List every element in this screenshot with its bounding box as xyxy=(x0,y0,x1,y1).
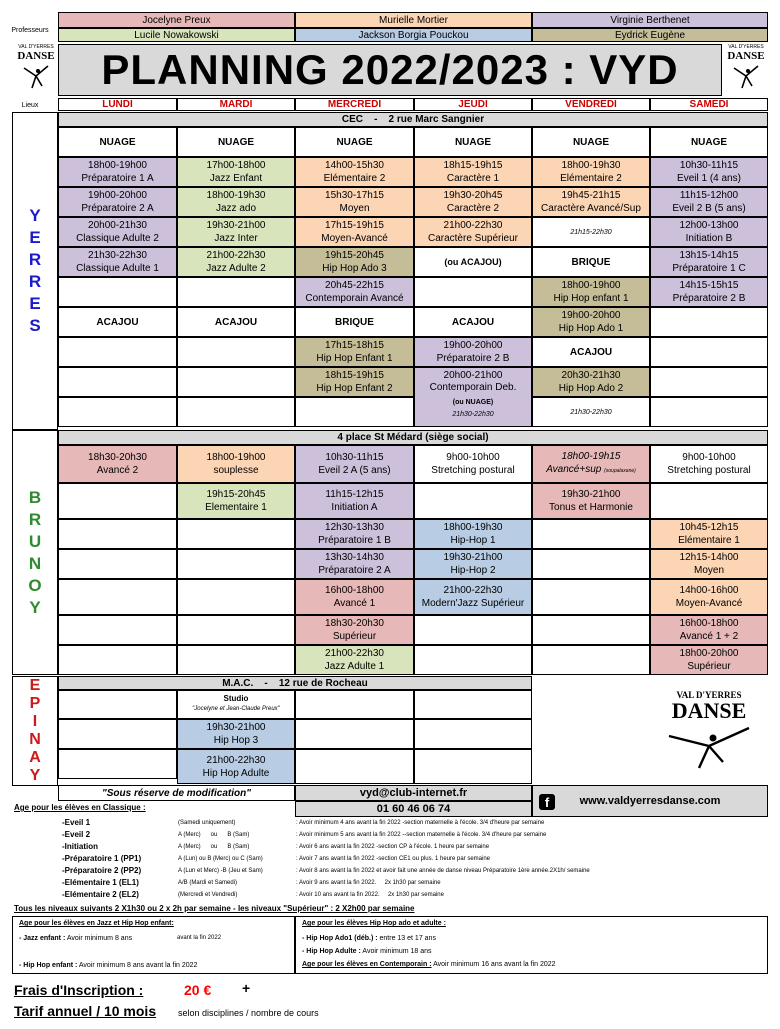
class-cell: 11h15-12h15 Initiation A xyxy=(295,483,414,519)
teacher-virginie: Virginie Berthenet xyxy=(532,12,768,28)
level-info: : Avoir minimum 5 ans avant la fin 2022 --section maternelle à l'école. 3/4 d'heure par semaine xyxy=(296,832,547,838)
class-cell: 19h15-20h45 Hip Hop Ado 3 xyxy=(295,247,414,277)
empty-cell xyxy=(58,549,177,579)
studio-nuage: NUAGE xyxy=(650,127,768,157)
class-cell: 19h30-21h00 Jazz Inter xyxy=(177,217,295,247)
class-cell: 10h30-11h15 Eveil 1 (4 ans) xyxy=(650,157,768,187)
level-info: : Avoir 10 ans avant la fin 2022. 2x 1h30 par semaine xyxy=(296,892,444,898)
empty-cell xyxy=(532,549,650,579)
class-cell: 19h30-20h45 Caractère 2 xyxy=(414,187,532,217)
empty-cell xyxy=(414,277,532,307)
level-days: A (Lun) ou B (Merc) ou C (Sam) xyxy=(178,856,263,862)
studio-nuage: NUAGE xyxy=(532,127,650,157)
class-cell: 19h00-20h00 Préparatoire 2 A xyxy=(58,187,177,217)
level-info: : Avoir 6 ans avant la fin 2022 -section CP à l'école. 1 heure par semaine xyxy=(296,844,490,850)
studio-acajou: ACAJOU xyxy=(532,337,650,367)
day-lundi: LUNDI xyxy=(58,98,177,111)
empty-cell xyxy=(414,645,532,675)
big-logo: VAL D'YERRES DANSE xyxy=(650,690,768,780)
level-days: (Samedi uniquement) xyxy=(178,820,236,826)
empty-cell xyxy=(650,397,768,427)
dancer-icon xyxy=(724,62,768,90)
teacher-lucile: Lucile Nowakowski xyxy=(58,28,295,42)
class-cell: 20h30-21h30 Hip Hop Ado 2 xyxy=(532,367,650,397)
dancer-icon xyxy=(14,62,58,90)
empty-cell xyxy=(650,337,768,367)
level-days: A (Merc) ou B (Sam) xyxy=(178,832,250,838)
dancer-icon xyxy=(659,722,759,772)
level-label: -Eveil 1 xyxy=(62,818,91,827)
classique-title: Age pour les élèves en Classique : xyxy=(14,803,146,812)
studio-nuage: NUAGE xyxy=(177,127,295,157)
empty-cell xyxy=(532,579,650,615)
day-vendredi: VENDREDI xyxy=(532,98,650,111)
class-cell: 18h00-19h30 Hip-Hop 1 xyxy=(414,519,532,549)
empty-cell xyxy=(177,519,295,549)
logo-left: VAL D'YERRES DANSE xyxy=(14,44,58,90)
class-cell: 18h00-19h30 Jazz ado xyxy=(177,187,295,217)
class-cell: 17h00-18h00 Jazz Enfant xyxy=(177,157,295,187)
class-cell: 19h45-21h15 Caractère Avancé/Sup xyxy=(532,187,650,217)
empty-cell xyxy=(532,615,650,645)
class-cell: 18h00-19h15 Avancé+sup (soupalaxane) xyxy=(532,445,650,483)
tous-niveaux: Tous les niveaux suivants 2 X1h30 ou 2 x 2h par semaine - les niveaux "Supérieur" : 2 X2h00 par semaine xyxy=(14,904,415,913)
class-cell: 21h00-22h30 Jazz Adulte 1 xyxy=(295,645,414,675)
empty-cell xyxy=(58,483,177,519)
empty-cell xyxy=(532,645,650,675)
empty-cell xyxy=(650,307,768,337)
studio-acajou: ACAJOU xyxy=(58,307,177,337)
empty-cell xyxy=(58,749,177,779)
studio-acajou: ACAJOU xyxy=(177,307,295,337)
website-link[interactable]: f www.valdyerresdanse.com xyxy=(532,785,768,817)
empty-cell xyxy=(177,367,295,397)
class-cell: 13h30-14h30 Préparatoire 2 A xyxy=(295,549,414,579)
class-cell: 21h30-22h30 Classique Adulte 1 xyxy=(58,247,177,277)
level-label: -Elémentaire 1 (EL1) xyxy=(62,878,139,887)
empty-cell xyxy=(58,277,177,307)
class-cell: 12h15-14h00 Moyen xyxy=(650,549,768,579)
level-days: A (Lun et Merc) -B (Jeu et Sam) xyxy=(178,868,263,874)
class-cell: 12h00-13h00 Initiation B xyxy=(650,217,768,247)
studio-nuage: NUAGE xyxy=(58,127,177,157)
inscription-value: 20 € xyxy=(184,982,212,998)
empty-cell xyxy=(58,519,177,549)
class-cell: 13h15-14h15 Préparatoire 1 C xyxy=(650,247,768,277)
studio-nuage: NUAGE xyxy=(414,127,532,157)
empty-cell xyxy=(295,749,414,784)
jazz-box: Age pour les élèves en Jazz et Hip Hop enfant: - Jazz enfant : Avoir minimum 8 ans avant la fin 2022 - Hip Hop enfant : Avoir minimum 8 ans avant la fin 2022 xyxy=(12,916,295,974)
class-cell: 20h00-21h00 Contemporain Deb. (ou NUAGE) 21h30-22h30 xyxy=(414,367,532,427)
class-cell: 21h30-22h30 xyxy=(532,397,650,427)
empty-cell xyxy=(414,719,532,749)
lieux-label: Lieux xyxy=(21,101,39,109)
logo-right: VAL D'YERRES DANSE xyxy=(724,44,768,90)
class-cell: 18h00-19h00 Préparatoire 1 A xyxy=(58,157,177,187)
empty-cell xyxy=(414,483,532,519)
yerres-label: Y E R R E S xyxy=(12,112,58,430)
class-cell: 19h30-21h00 Hip-Hop 2 xyxy=(414,549,532,579)
class-cell: 15h30-17h15 Moyen xyxy=(295,187,414,217)
level-label: -Elémentaire 2 (EL2) xyxy=(62,890,139,899)
empty-cell xyxy=(58,719,177,749)
class-cell: 11h15-12h00 Eveil 2 B (5 ans) xyxy=(650,187,768,217)
class-cell: 21h15-22h30 xyxy=(532,217,650,247)
class-cell: 18h00-19h00 souplesse xyxy=(177,445,295,483)
level-label: -Initiation xyxy=(62,842,98,851)
empty-cell xyxy=(414,749,532,784)
empty-cell xyxy=(58,579,177,615)
yerres-address: CEC - 2 rue Marc Sangnier xyxy=(58,112,768,127)
class-cell: 16h00-18h00 Avancé 1 xyxy=(295,579,414,615)
class-cell: 14h15-15h15 Préparatoire 2 B xyxy=(650,277,768,307)
empty-cell xyxy=(532,519,650,549)
level-label: -Préparatoire 2 (PP2) xyxy=(62,866,142,875)
class-cell: 10h30-11h15 Eveil 2 A (5 ans) xyxy=(295,445,414,483)
level-label: -Eveil 2 xyxy=(62,830,91,839)
day-mardi: MARDI xyxy=(177,98,295,111)
empty-cell xyxy=(58,367,177,397)
brunoy-address: 4 place St Médard (siège social) xyxy=(58,430,768,445)
empty-cell xyxy=(177,615,295,645)
class-cell: 17h15-18h15 Hip Hop Enfant 1 xyxy=(295,337,414,367)
level-info: : Avoir minimum 4 ans avant la fin 2022 -section maternelle à l'école. 3/4 d'heure par semaine xyxy=(296,820,545,826)
class-cell: 19h30-21h00 Tonus et Harmonie xyxy=(532,483,650,519)
tarif-label: Tarif annuel / 10 mois xyxy=(14,1003,157,1019)
level-info: : Avoir 7 ans avant la fin 2022 -section CE1 ou plus. 1 heure par semaine xyxy=(296,856,491,862)
class-cell: 18h15-19h15 Caractère 1 xyxy=(414,157,532,187)
teacher-eydrick: Eydrick Eugène xyxy=(532,28,768,42)
empty-cell xyxy=(58,690,177,719)
hiphop-box: Age pour les élèves Hip Hop ado et adulte : - Hip Hop Ado1 (déb.) : entre 13 et 17 ans - Hip Hop Adulte : Avoir minimum 18 ans Age pour les élèves en Contemporain : Avoir minimum 16 ans avant la fin 2022 xyxy=(295,916,768,974)
empty-cell xyxy=(177,645,295,675)
plus-sign: + xyxy=(242,980,251,996)
class-cell: 14h00-15h30 Elémentaire 2 xyxy=(295,157,414,187)
empty-cell xyxy=(650,367,768,397)
class-cell: 18h00-19h00 Hip Hop enfant 1 xyxy=(532,277,650,307)
class-cell: 16h00-18h00 Avancé 1 + 2 xyxy=(650,615,768,645)
empty-cell xyxy=(177,277,295,307)
reserve-note: "Sous réserve de modification" xyxy=(58,785,295,801)
class-cell: 20h00-21h30 Classique Adulte 2 xyxy=(58,217,177,247)
class-cell: 18h00-20h00 Supérieur xyxy=(650,645,768,675)
class-cell: 21h00-22h30 Caractère Supérieur xyxy=(414,217,532,247)
empty-cell xyxy=(177,549,295,579)
empty-cell xyxy=(58,397,177,427)
phone-number: 01 60 46 06 74 xyxy=(295,801,532,817)
class-cell: 21h00-22h30 Hip Hop Adulte xyxy=(177,749,295,784)
level-days: A/B (Mardi et Samedi) xyxy=(178,880,238,886)
inscription-label: Frais d'Inscription : xyxy=(14,982,144,998)
class-cell: 21h00-22h30 Jazz Adulte 2 xyxy=(177,247,295,277)
class-cell: 19h30-21h00 Hip Hop 3 xyxy=(177,719,295,749)
teacher-murielle: Murielle Mortier xyxy=(295,12,532,28)
empty-cell xyxy=(177,397,295,427)
tarif-value: selon disciplines / nombre de cours xyxy=(178,1008,319,1018)
class-cell: 18h15-19h15 Hip Hop Enfant 2 xyxy=(295,367,414,397)
class-cell: 19h15-20h45 Elementaire 1 xyxy=(177,483,295,519)
studio-brique: BRIQUE xyxy=(532,247,650,277)
empty-cell xyxy=(295,719,414,749)
class-cell: 18h30-20h30 Avancé 2 xyxy=(58,445,177,483)
empty-cell xyxy=(295,690,414,719)
brunoy-label: B R U N O Y xyxy=(12,430,58,675)
class-cell: 18h30-20h30 Supérieur xyxy=(295,615,414,645)
class-cell: 9h00-10h00 Stretching postural xyxy=(414,445,532,483)
empty-cell xyxy=(414,615,532,645)
empty-cell xyxy=(58,615,177,645)
day-samedi: SAMEDI xyxy=(650,98,768,111)
class-cell: 17h15-19h15 Moyen-Avancé xyxy=(295,217,414,247)
page-title: PLANNING 2022/2023 : VYD xyxy=(58,44,722,96)
empty-cell xyxy=(58,645,177,675)
facebook-icon[interactable]: f xyxy=(539,794,555,810)
level-days: (Mercredi et Vendredi) xyxy=(178,892,238,898)
empty-cell xyxy=(177,579,295,615)
level-days: A (Merc) ou B (Sam) xyxy=(178,844,250,850)
empty-cell xyxy=(650,483,768,519)
day-mercredi: MERCREDI xyxy=(295,98,414,111)
class-cell: 18h00-19h30 Elémentaire 2 xyxy=(532,157,650,187)
studio-jocelyne: Studio "Jocelyne et Jean-Claude Preux" xyxy=(177,690,295,719)
epinay-address: M.A.C. - 12 rue de Rocheau xyxy=(58,676,532,690)
teacher-jocelyne: Jocelyne Preux xyxy=(58,12,295,28)
epinay-label: E P I N A Y xyxy=(12,676,58,786)
studio-note: (ou ACAJOU) xyxy=(414,247,532,277)
class-cell: 19h00-20h00 Hip Hop Ado 1 xyxy=(532,307,650,337)
class-cell: 10h45-12h15 Elémentaire 1 xyxy=(650,519,768,549)
class-cell: 21h00-22h30 Modern'Jazz Supérieur xyxy=(414,579,532,615)
studio-nuage: NUAGE xyxy=(295,127,414,157)
class-cell: 20h45-22h15 Contemporain Avancé xyxy=(295,277,414,307)
level-info: : Avoir 9 ans avant la fin 2022. 2x 1h30 par semaine xyxy=(296,880,441,886)
class-cell: 9h00-10h00 Stretching postural xyxy=(650,445,768,483)
empty-cell xyxy=(177,337,295,367)
level-label: -Préparatoire 1 (PP1) xyxy=(62,854,142,863)
class-cell: 12h30-13h30 Préparatoire 1 B xyxy=(295,519,414,549)
day-jeudi: JEUDI xyxy=(414,98,532,111)
empty-cell xyxy=(295,397,414,427)
empty-cell xyxy=(58,337,177,367)
class-cell: 19h00-20h00 Préparatoire 2 B xyxy=(414,337,532,367)
empty-cell xyxy=(414,690,532,719)
class-cell: 14h00-16h00 Moyen-Avancé xyxy=(650,579,768,615)
level-info: : Avoir 8 ans avant la fin 2022 et avoir fait une année de danse niveau Préparatoire 1ère année.2X1h/ semaine xyxy=(296,868,590,874)
studio-brique: BRIQUE xyxy=(295,307,414,337)
studio-acajou: ACAJOU xyxy=(414,307,532,337)
email-link[interactable]: vyd@club-internet.fr xyxy=(295,785,532,801)
professeurs-label: Professeurs xyxy=(11,26,49,34)
teacher-jackson: Jackson Borgia Pouckou xyxy=(295,28,532,42)
